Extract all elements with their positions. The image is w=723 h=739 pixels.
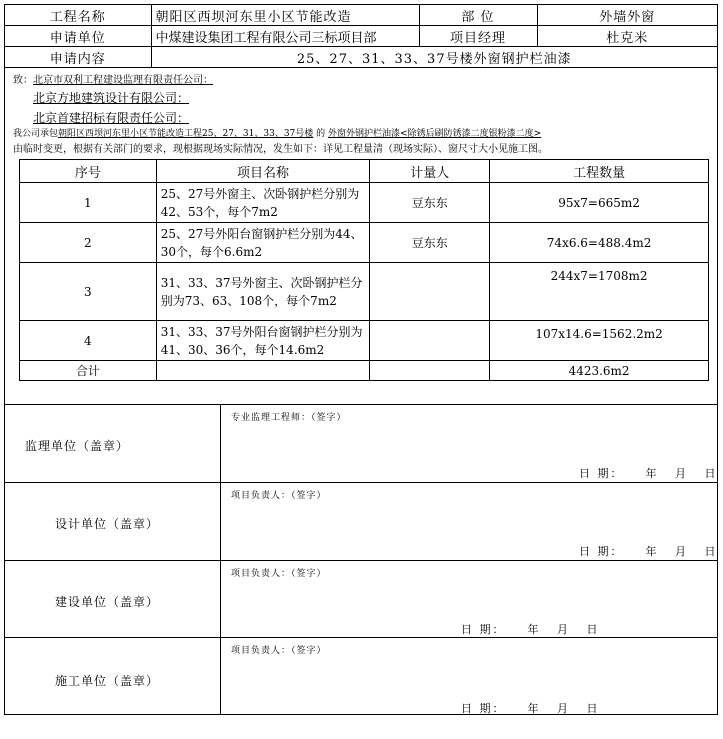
items-header-row xyxy=(20,160,709,183)
builder-section xyxy=(5,637,717,715)
row-no: 3 xyxy=(20,263,157,321)
part-label: 部 位 xyxy=(419,5,537,26)
row-qty: 95x7=665m2 xyxy=(490,183,709,223)
statement-line-2: 由临时变更，根据有关部门的要求，现根据现场实际情况，发生如下：详见工程量清（现场实际）、窗尺寸大小见施工图。 xyxy=(13,144,548,155)
supervision-date: 日 期： 年 月 日 xyxy=(579,467,718,480)
construction-section xyxy=(5,560,717,638)
builder-date: 日 期： 年 月 日 xyxy=(461,702,600,715)
row-no: 4 xyxy=(20,321,157,361)
construction-unit: 建设单位（盖章） xyxy=(55,595,160,609)
col-qty: 工程数量 xyxy=(490,160,709,183)
applicant-label: 申请单位 xyxy=(5,26,151,47)
row-qty: 244x7=1708m2 xyxy=(490,263,709,321)
row-no: 1 xyxy=(20,183,157,223)
row-name: 25、27号外阳台窗钢护栏分别为44、30个，每个6.6m2 xyxy=(156,223,370,263)
application-form xyxy=(4,4,718,715)
statement-part1: 我公司承包 xyxy=(13,129,59,139)
row-name: 31、33、37号外窗主、次卧钢护栏分别为73、63、108个，每个7m2 xyxy=(156,263,370,321)
statement-project: 朝阳区西坝河东里小区节能改造工程25、27、31、33、37号楼 xyxy=(58,129,314,139)
construction-date: 日 期： 年 月 日 xyxy=(461,623,600,636)
row-no: 2 xyxy=(20,223,157,263)
manager-label: 项目经理 xyxy=(419,26,537,47)
design-unit: 设计单位（盖章） xyxy=(55,517,160,531)
row-measurer: 豆东东 xyxy=(370,183,490,223)
row-measurer: 豆东东 xyxy=(370,223,490,263)
table-row xyxy=(20,183,709,223)
statement-part2: 的 xyxy=(316,129,326,139)
total-label: 合计 xyxy=(20,361,157,381)
builder-unit: 施工单位（盖章） xyxy=(55,674,160,688)
table-row xyxy=(20,263,709,321)
project-name-label: 工程名称 xyxy=(5,5,151,26)
manager-value: 杜克米 xyxy=(537,26,717,47)
col-no: 序号 xyxy=(20,160,157,183)
items-table xyxy=(19,159,709,381)
builder-person: 项目负责人：（签字） xyxy=(231,646,327,656)
table-row xyxy=(20,223,709,263)
content-label: 申请内容 xyxy=(5,47,151,68)
row-name: 25、27号外窗主、次卧钢护栏分别为42、53个，每个7m2 xyxy=(156,183,370,223)
addressee-designer: 北京方地建筑设计有限公司： xyxy=(33,91,190,105)
content-value: 25、27、31、33、37号楼外窗钢护栏油漆 xyxy=(151,47,717,68)
statement-scope: 外窗外钢护栏油漆<除锈后刷防锈漆二度银粉漆二度> xyxy=(328,129,542,139)
statement-line-1 xyxy=(13,127,713,142)
construction-person: 项目负责人：（签字） xyxy=(231,569,327,579)
table-row xyxy=(20,321,709,361)
design-section xyxy=(5,482,717,561)
project-name: 朝阳区西坝河东里小区节能改造 xyxy=(151,5,419,26)
supervision-person: 专业监理工程师：（签字） xyxy=(231,413,347,423)
addressee-builder: 北京首建招标有限责任公司： xyxy=(33,111,190,125)
statement xyxy=(13,127,713,157)
part-value: 外墙外窗 xyxy=(537,5,717,26)
row-measurer xyxy=(370,263,490,321)
total-empty xyxy=(370,361,490,381)
col-name: 项目名称 xyxy=(156,160,370,183)
supervision-unit: 监理单位（盖章） xyxy=(25,439,130,453)
row-qty: 74x6.6=488.4m2 xyxy=(490,223,709,263)
addressee-line-1 xyxy=(13,71,213,86)
row-qty: 107x14.6=1562.2m2 xyxy=(490,321,709,361)
col-measurer: 计量人 xyxy=(370,160,490,183)
supervision-section xyxy=(5,404,717,483)
design-person: 项目负责人：（签字） xyxy=(231,491,327,501)
total-empty xyxy=(156,361,370,381)
addressee-supervisor: 北京市双利工程建设监理有限责任公司： xyxy=(33,75,213,86)
total-qty: 4423.6m2 xyxy=(490,361,709,381)
design-date: 日 期： 年 月 日 xyxy=(579,545,718,558)
applicant-value: 中煤建设集团工程有限公司三标项目部 xyxy=(151,26,419,47)
header-table xyxy=(5,5,717,68)
row-name: 31、33、37号外阳台窗钢护栏分别为41、30、36个，每个14.6m2 xyxy=(156,321,370,361)
row-measurer xyxy=(370,321,490,361)
addressee-prefix: 致： xyxy=(13,75,33,86)
total-row xyxy=(20,361,709,381)
